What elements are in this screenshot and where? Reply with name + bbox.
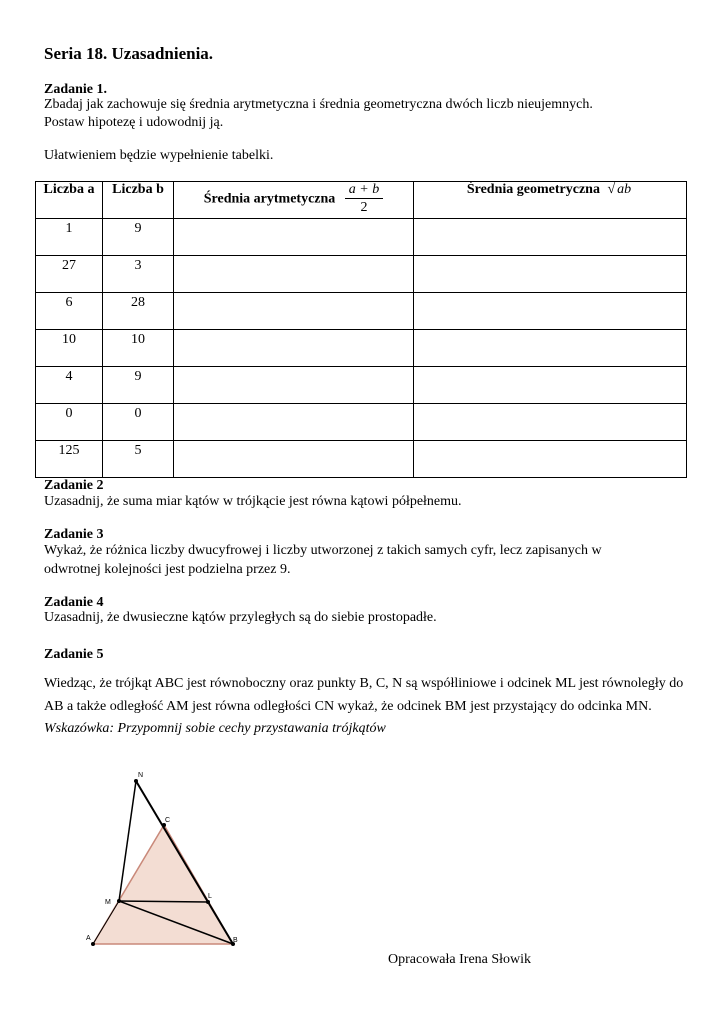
cell-a: 27 <box>36 256 103 293</box>
task4-heading: Zadanie 4 <box>44 595 104 610</box>
label-n: N <box>138 772 144 779</box>
task1-line2: Postaw hipotezę i udowodnij ją. <box>44 115 224 130</box>
task3-heading: Zadanie 3 <box>44 527 104 542</box>
page-title: Seria 18. Uzasadnienia. <box>44 44 214 63</box>
point-m <box>117 899 121 903</box>
point-a <box>91 942 95 946</box>
task2-heading: Zadanie 2 <box>44 478 104 493</box>
task4-text: Uzasadnij, że dwusieczne kątów przyległych są do siebie prostopadłe. <box>44 610 437 625</box>
label-l: L <box>208 893 212 900</box>
label-b: B <box>233 937 238 944</box>
task1-line1: Zbadaj jak zachowuje się średnia arytmetyczna i średnia geometryczna dwóch liczb nieujemnych. <box>44 97 593 112</box>
cell-a: 4 <box>36 367 103 404</box>
author-signature: Opracowała Irena Słowik <box>388 952 532 967</box>
task1-heading: Zadanie 1. <box>44 82 108 97</box>
segment-ml <box>119 901 208 902</box>
label-a: A <box>86 935 91 942</box>
cell-a: 0 <box>36 404 103 441</box>
cell-a: 6 <box>36 293 103 330</box>
task3-line2: odwrotnej kolejności jest podzielna przez 9. <box>44 562 291 577</box>
task5-heading: Zadanie 5 <box>44 647 104 662</box>
cell-b: 9 <box>103 219 174 256</box>
arith-formula-numerator: a + b <box>345 182 383 199</box>
task3-line1: Wykaż, że różnica liczby dwucyfrowej i liczby utworzonej z takich samych cyfr, lecz zapisanych w <box>44 543 602 558</box>
label-c: C <box>165 817 171 824</box>
task5-body: Wiedząc, że trójkąt ABC jest równoboczny oraz punkty B, C, N są współliniowe i odcinek ML jest równoległy do AB a także odległość AM jest równa odległości CN wykaż, że odcinek BM jest przystający do odcinka MN. <box>44 676 684 714</box>
cell-b: 3 <box>103 256 174 293</box>
header-liczba-b: Liczba b <box>103 182 174 219</box>
header-liczba-a: Liczba a <box>36 182 103 219</box>
task1-line3: Ułatwieniem będzie wypełnienie tabelki. <box>44 148 274 163</box>
arith-formula-denominator: 2 <box>360 200 368 215</box>
header-arith-label: Średnia arytmetyczna <box>203 191 336 207</box>
cell-b: 5 <box>103 441 174 478</box>
task2-text: Uzasadnij, że suma miar kątów w trójkącie jest równa kątowi półpełnemu. <box>44 494 462 509</box>
point-l <box>206 900 210 904</box>
cell-b: 10 <box>103 330 174 367</box>
triangle-abc <box>93 825 233 944</box>
task5-hint: Wskazówka: Przypomnij sobie cechy przystawania trójkątów <box>44 721 386 736</box>
cell-b: 0 <box>103 404 174 441</box>
cell-b: 28 <box>103 293 174 330</box>
point-n <box>134 779 138 783</box>
cell-b: 9 <box>103 367 174 404</box>
cell-a: 10 <box>36 330 103 367</box>
sqrt-symbol: √ <box>607 182 616 197</box>
cell-a: 125 <box>36 441 103 478</box>
sqrt-radicand: ab <box>617 182 632 197</box>
header-geom-label: Średnia geometryczna <box>466 182 600 197</box>
cell-a: 1 <box>36 219 103 256</box>
label-m: M <box>105 899 111 906</box>
